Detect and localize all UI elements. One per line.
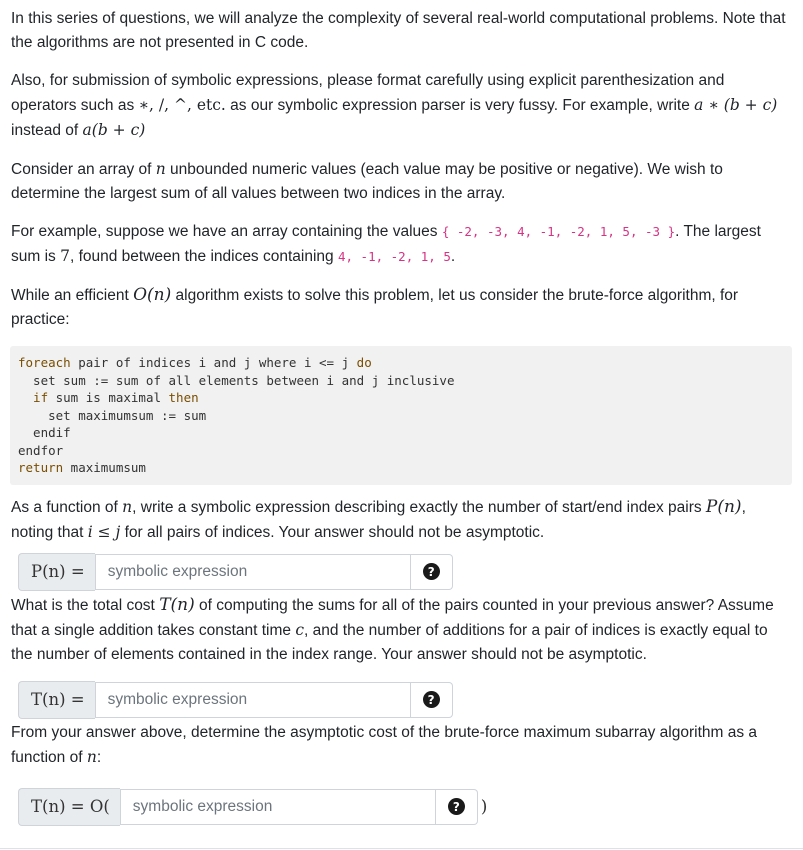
q2-text-b: of computing the sums for all of the pairs counted in your previous answer? Assume that a single addition takes constant time xyxy=(11,596,774,639)
q3-text xyxy=(11,721,792,770)
q2-text xyxy=(11,593,792,667)
pseudocode-block xyxy=(10,346,792,485)
example-good: a ∗ (b + c) xyxy=(694,96,778,114)
problem-paragraph xyxy=(11,157,792,206)
keyword-then: then xyxy=(168,390,199,405)
example-text: For example, suppose we have an array containing the values xyxy=(11,223,442,240)
q1-text-e: for all pairs of indices. Your answer should not be asymptotic. xyxy=(120,523,545,541)
problem-text-2: unbounded numeric values (each value may be positive or negative). We wish to determine the largest sum of all values between two indices in the array. xyxy=(11,161,723,202)
q1-text-a: As a function of xyxy=(11,498,123,516)
example-text-3: , found between the indices containing xyxy=(69,248,338,265)
t-answer-group xyxy=(18,681,792,719)
problem-text: Consider an array of xyxy=(11,161,156,178)
asymptotic-answer-input[interactable] xyxy=(120,789,436,825)
largest-sum: 7 xyxy=(60,247,70,265)
example-text-4: . xyxy=(450,248,456,265)
t-answer-prefix: T(n) = xyxy=(18,681,95,719)
code-line-2: set sum := sum of all elements between i and j inclusive xyxy=(18,372,455,388)
q3-text-b: : xyxy=(96,748,102,766)
format-text-3: instead of xyxy=(11,122,83,139)
var-i-le-j: i ≤ j xyxy=(87,522,121,541)
t-answer-input[interactable] xyxy=(95,682,411,718)
algorithm-text-2: algorithm exists to solve this problem, let us consider the brute-force algorithm, for practice: xyxy=(11,287,739,328)
help-icon: ? xyxy=(448,798,465,815)
intro-text: In this series of questions, we will analyze the complexity of several real-world computational problems. Note that the algorithms are not presented in C code. xyxy=(11,10,786,51)
array-code: { -2, -3, 4, -1, -2, 1, 5, -3 } xyxy=(441,224,676,239)
asymptotic-answer-prefix: T(n) = O( xyxy=(18,788,120,826)
q2-text-c: , and the number of additions for a pair of indices is exactly equal to the number of elements contained in the index range. Your answer should not be asymptotic. xyxy=(11,621,768,663)
subarray-code: 4, -1, -2, 1, 5 xyxy=(337,249,451,264)
var-tn: T(n) xyxy=(159,594,195,615)
var-pn: P(n) xyxy=(705,496,742,517)
var-n: n xyxy=(155,160,166,178)
q1-text-d: noting that xyxy=(11,523,88,541)
q1-text xyxy=(11,495,792,545)
bottom-divider xyxy=(0,848,803,849)
example-bad: a(b + c) xyxy=(82,121,146,139)
keyword-if: if xyxy=(18,390,49,405)
q2-text-a: What is the total cost xyxy=(11,596,160,614)
intro-paragraph xyxy=(11,7,792,55)
t-help-button[interactable] xyxy=(411,682,453,718)
big-o-n: O(n) xyxy=(133,285,172,305)
asymptotic-help-button[interactable] xyxy=(436,789,478,825)
p-answer-input[interactable] xyxy=(95,554,411,590)
code-line-3: sum is maximal xyxy=(48,390,169,405)
var-n: n xyxy=(122,497,133,516)
code-line-5: endif xyxy=(18,425,71,440)
code-line-1: pair of indices i and j where i <= j xyxy=(70,355,357,370)
keyword-return: return xyxy=(18,460,64,475)
closing-paren: ) xyxy=(480,796,488,817)
q1-text-b: , write a symbolic expression describing exactly the number of start/end index pairs xyxy=(132,498,706,516)
help-icon: ? xyxy=(423,563,440,580)
keyword-do: do xyxy=(356,355,372,370)
algorithm-text: While an efficient xyxy=(11,287,134,304)
format-text-2: as our symbolic expression parser is very fussy. For example, write xyxy=(225,97,695,114)
algorithm-paragraph xyxy=(11,283,792,332)
help-icon: ? xyxy=(423,691,440,708)
code-line-6: endfor xyxy=(18,442,64,458)
operators-list: ∗, /, ^, etc. xyxy=(138,96,226,114)
example-paragraph xyxy=(11,220,792,269)
code-line-4: set maximumsum := sum xyxy=(18,407,207,423)
var-c: c xyxy=(295,620,305,639)
code-line-7: maximumsum xyxy=(63,460,146,475)
keyword-foreach: foreach xyxy=(18,355,71,370)
p-help-button[interactable] xyxy=(411,554,453,590)
p-answer-group xyxy=(18,553,792,591)
q1-text-c: , xyxy=(741,498,746,516)
q3-text-a: From your answer above, determine the asymptotic cost of the brute-force maximum subarray algorithm as a function of xyxy=(11,723,758,766)
format-text: Also, for submission of symbolic expressions, please format carefully using explicit parenthesization and operators such as xyxy=(11,72,725,114)
p-answer-prefix: P(n) = xyxy=(18,553,95,591)
format-paragraph xyxy=(11,69,792,143)
example-text-2: . The largest sum is xyxy=(11,223,761,265)
var-n: n xyxy=(86,747,97,766)
asymptotic-answer-group xyxy=(18,788,792,826)
